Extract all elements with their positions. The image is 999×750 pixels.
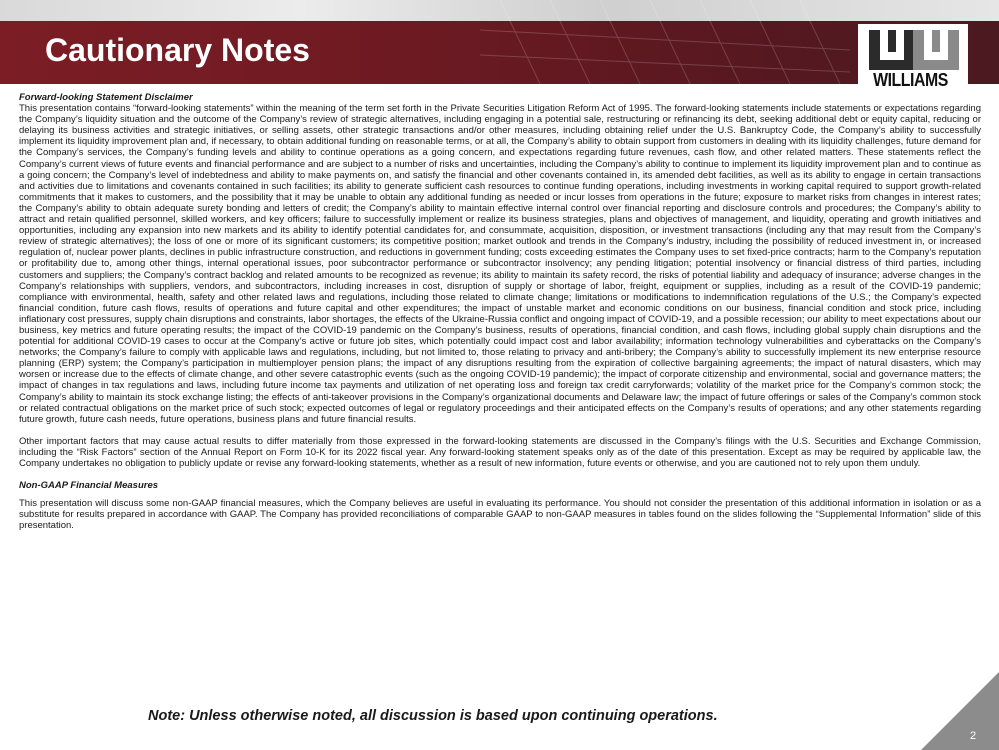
non-gaap-heading: Non-GAAP Financial Measures: [19, 480, 159, 492]
cautionary-notes-body: [19, 92, 981, 531]
forward-looking-paragraph-2: Other important factors that may cause actual results to differ materially from those expressed in the forward-looking statements are discussed in the Company’s filings with the U.S. Securities and Exchange Commission, including the “Risk Factors” section of the Annual Report on Form 10-K for its 2022 fiscal year. Any forward-looking statement speaks only as of the date of this presentation. Except as may be required by applicable law, the Company undertakes no obligation to publicly update or revise any forward-looking statements, whether as a result of new information, future events or otherwise, and you are cautioned not to rely upon them unduly.: [19, 435, 981, 469]
logo-wordmark: WILLIAMS: [873, 70, 948, 90]
corner-triangle-graphic: [921, 672, 999, 750]
page-title: Cautionary Notes: [45, 32, 310, 68]
williams-logo-mark-icon: [858, 28, 968, 74]
forward-looking-paragraph-1: This presentation contains “forward-looking statements” within the meaning of the term set forth in the Private Securities Litigation Reform Act of 1995. The forward-looking statements include statements or expectations regarding the Company’s liquidity situation and the outcome of the Company’s review of strategic alternatives, including engaging in a potential sale, restructuring or refinancing its debt, seeking additional debt or equity capital, reducing or delaying its business activities and strategic initiatives, or selling assets, other strategic transactions and/or other measures, including obtaining relief under the U.S. Bankruptcy Code, the Company’s ability to successfully implement its liquidity improvement plan and, if necessary, to obtain additional funding on reasonable terms, or at all, the Company’s ability to obtain support from customers in dealing with its liquidity challenges, future demand for the Company’s services, the Company’s funding levels and ability to continue operations as a going concern, and expectations regarding future revenues, cash flow, and other related matters. These statements reflect the Company’s current views of future events and financial performance and are subject to a number of risks and uncertainties, including the Company’s ability to continue to implement its liquidity improvement plan and to continue as a going concern; the Company’s level of indebtedness and ability to make payments on, and satisfy the financial and other covenants contained in, its amended debt facilities, as well as its ability to engage in certain transactions and activities due to limitations and covenants contained in such facilities; its ability to generate sufficient cash resources to continue funding operations, including investments in working capital required to support growth-related commitments that it makes to customers, and the possibility that it may be unable to obtain any additional funding as needed or incur losses from operations in the future; exposure to market risks from changes in interest rates; the Company’s ability to obtain adequate surety bonding and letters of credit; the Company’s ability to maintain effective internal control over financial reporting and disclosure controls and procedures; the Company’s ability to attract and retain qualified personnel, skilled workers, and key officers; failure to successfully implement or realize its business strategies, plans and objectives of management, and liquidity, operating and growth initiatives and opportunities, including any expansion into new markets and its ability to identify potential candidates for, and consummate, acquisition, disposition, or investment transactions (including any that may result from the Company’s review of strategic alternatives); the loss of one or more of its significant customers; its competitive position; market outlook and trends in the Company’s industry, including the possibility of reduced investment in, or increased regulation of, nuclear power plants, declines in public infrastructure construction, and reductions in government funding; costs exceeding estimates the Company uses to set fixed-price contracts; harm to the Company’s reputation or profitability due to, among other things, internal operational issues, poor subcontractor performance or subcontractor insolvency; any pending litigation; potential insolvency or financial distress of third parties, including customers and suppliers; the Company’s contract backlog and related amounts to be recognized as revenue; its ability to maintain its safety record, the risks of potential liability and adequacy of insurance; adverse changes in the Company’s relationships with suppliers, vendors, and subcontractors, including increases in cost, disruption of supply or shortage of labor, freight, equipment or supplies, including as a result of the COVID-19 pandemic; compliance with environmental, health, safety and other related laws and regulations, including those related to climate change; limitations or modifications to indemnification regulations of the U.S.; the Company’s expected financial condition, future cash flows, results of operations and future capital and other expenditures; the impact of unstable market and economic conditions on our business, financial condition and stock price, including inflationary cost pressures, supply chain disruptions and constraints, labor shortages, the effects of the Ukraine-Russia conflict and ongoing impact of COVID-19, and a possible recession; our ability to meet expectations about our business, key metrics and future operating results; the impact of the COVID-19 pandemic on the Company’s business, results of operations, financial condition, and cash flows, including global supply chain disruptions and the potential for additional COVID-19 cases to occur at the Company’s active or future job sites, which potentially could impact cost and labor availability; information technology vulnerabilities and cyberattacks on the Company’s networks; the Company’s failure to comply with applicable laws and regulations, including, but not limited to, those relating to privacy and anti-bribery; the Company’s ability to successfully implement its new enterprise resource planning (ERP) system; the Company’s participation in multiemployer pension plans; the impact of any disruptions resulting from the expiration of collective bargaining agreements; the impact of natural disasters, which may worsen or increase due to the effects of climate change, and other severe catastrophic events (such as the ongoing COVID-19 pandemic); the impact of corporate citizenship and environmental, social and governance matters; the impact of changes in tax regulations and laws, including future income tax payments and utilization of net operating loss and foreign tax credit carryforwards; volatility of the market price for the Company’s common stock; the Company’s ability to maintain its stock exchange listing; the effects of anti-takeover provisions in the Company’s organizational documents and Delaware law; the impact of future offerings or sales of the Company’s common stock or related contractual obligations on the market price of such stock; expected outcomes of legal or regulatory proceedings and their anticipated effects on the Company’s results of operations; and any other statements regarding future growth, future cash needs, future operations, business plans and future financial results.: [19, 103, 981, 425]
paragraph-spacer: [19, 469, 981, 480]
continuing-operations-note: Note: Unless otherwise noted, all discussion is based upon continuing operations.: [148, 708, 718, 724]
non-gaap-paragraph: This presentation will discuss some non-GAAP financial measures, which the Company believes are useful in evaluating its performance. You should not consider the presentation of this additional information in isolation or as a substitute for results prepared in accordance with GAAP. The Company has provided reconciliations of comparable GAAP to non-GAAP measures in tables found on the slides following the “Supplemental Information” slide of this presentation.: [19, 498, 981, 532]
page-number: 2: [970, 730, 977, 742]
forward-looking-heading: Forward-looking Statement Disclaimer: [19, 92, 193, 103]
paragraph-spacer: [19, 425, 981, 436]
slide-header: [0, 0, 999, 84]
heading-spacer: [19, 491, 981, 498]
